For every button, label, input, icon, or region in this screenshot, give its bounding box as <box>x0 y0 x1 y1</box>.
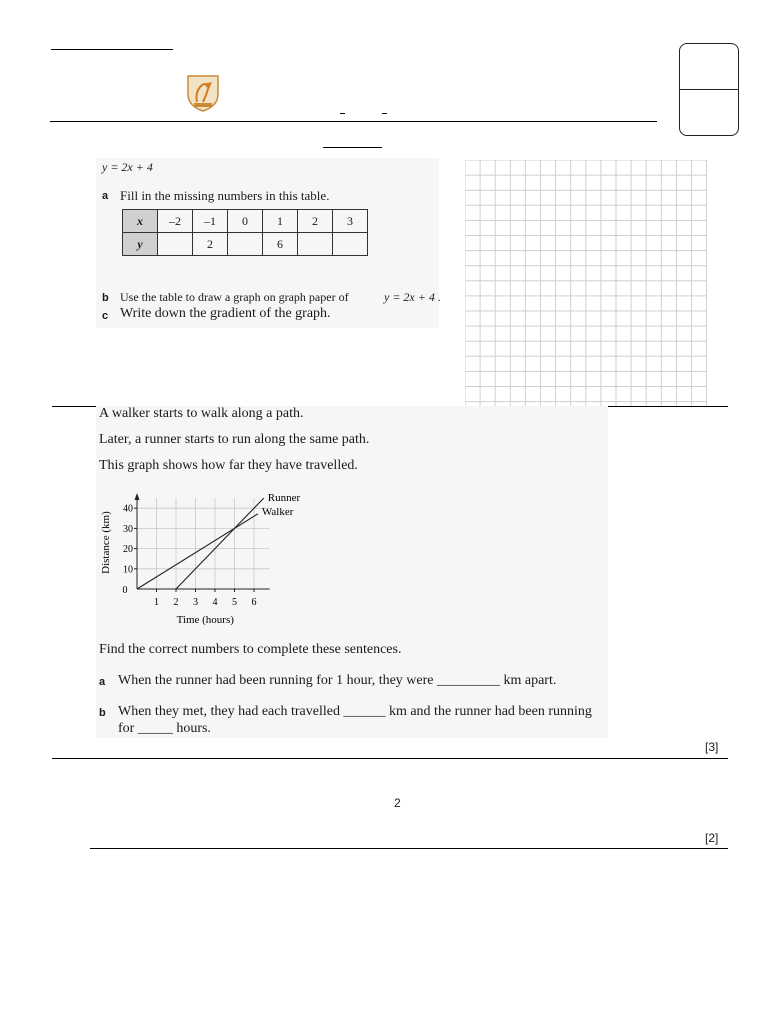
q2-line-3: This graph shows how far they have travelled. <box>99 458 358 473</box>
q1-part-b-text: Use the table to draw a graph on graph paper of <box>120 290 349 304</box>
q1-part-b-equation: y = 2x + 4 . <box>384 290 441 304</box>
y-axis-arrow <box>135 493 140 500</box>
q2-line-2: Later, a runner starts to run along the same path. <box>99 432 370 447</box>
series-label-runner: Runner <box>267 492 301 504</box>
header-rule <box>50 121 657 122</box>
table-cell-input[interactable] <box>228 233 263 256</box>
section-title-underline <box>323 147 382 148</box>
q2-line-1: A walker starts to walk along a path. <box>99 406 304 421</box>
answer-line-left <box>52 406 96 407</box>
table-cell-input[interactable] <box>333 233 368 256</box>
distance-time-chart <box>96 486 316 631</box>
q2-part-a-label: a <box>99 676 106 688</box>
y-tick-label: 40 <box>123 503 133 515</box>
x-tick-label: 6 <box>251 597 257 608</box>
q1-part-a-label: a <box>102 190 109 202</box>
page-number: 2 <box>394 796 401 810</box>
name-line <box>51 49 173 50</box>
x-axis-label: Time (hours) <box>176 614 234 626</box>
q1-equation: y = 2x + 4 <box>102 160 153 174</box>
q1-part-c-text: Write down the gradient of the graph. <box>120 306 331 321</box>
x-tick-label: 4 <box>212 597 218 608</box>
table-row-y <box>123 233 368 256</box>
header-dash-right <box>382 113 387 114</box>
table-cell: 1 <box>263 210 298 233</box>
y-tick-label: 20 <box>123 544 133 556</box>
q1-part-c-label: c <box>102 310 109 322</box>
y-tick-label: 10 <box>123 564 133 576</box>
y-axis-label: Distance (km) <box>100 511 112 574</box>
school-crest-icon <box>185 72 221 112</box>
table-cell: 0 <box>228 210 263 233</box>
xy-table <box>122 209 368 256</box>
table-cell-input[interactable] <box>298 233 333 256</box>
q2-part-b-line-2: for _____ hours. <box>118 721 211 736</box>
table-cell: y <box>123 233 158 256</box>
table-row-x <box>123 210 368 233</box>
table-cell: –1 <box>193 210 228 233</box>
q1-part-b-label: b <box>102 292 109 304</box>
x-tick-label: 2 <box>173 597 179 608</box>
y-tick-label: 30 <box>123 523 133 535</box>
table-cell: x <box>123 210 158 233</box>
q2-part-a-text: When the runner had been running for 1 hour, they were _________ km apart. <box>118 673 557 688</box>
table-cell: 6 <box>263 233 298 256</box>
graph-paper[interactable] <box>465 160 707 406</box>
q2-marks: [3] <box>705 740 719 754</box>
series-line-walker <box>137 514 258 589</box>
answer-line-right <box>608 406 728 407</box>
header-dash-left <box>340 113 345 114</box>
q2-part-b-line-1: When they met, they had each travelled ______ km and the runner had been running <box>118 704 592 719</box>
series-line-runner <box>176 498 264 589</box>
table-cell: 3 <box>333 210 368 233</box>
q2-part-b-label: b <box>99 707 106 719</box>
x-tick-label: 1 <box>154 597 159 608</box>
table-cell: 2 <box>298 210 333 233</box>
marks-2: [2] <box>705 831 719 845</box>
series-label-walker: Walker <box>261 506 294 518</box>
table-cell: –2 <box>158 210 193 233</box>
q2-instruction: Find the correct numbers to complete these sentences. <box>99 642 402 657</box>
bottom-rule <box>90 848 728 849</box>
x-tick-label: 5 <box>232 597 237 608</box>
q2-end-rule <box>52 758 728 759</box>
q1-part-a-text: Fill in the missing numbers in this table. <box>120 188 330 203</box>
candidate-number-box <box>679 43 739 136</box>
x-tick-label: 3 <box>193 597 198 608</box>
x-tick-label: 0 <box>122 585 128 596</box>
table-cell: 2 <box>193 233 228 256</box>
table-cell-input[interactable] <box>158 233 193 256</box>
